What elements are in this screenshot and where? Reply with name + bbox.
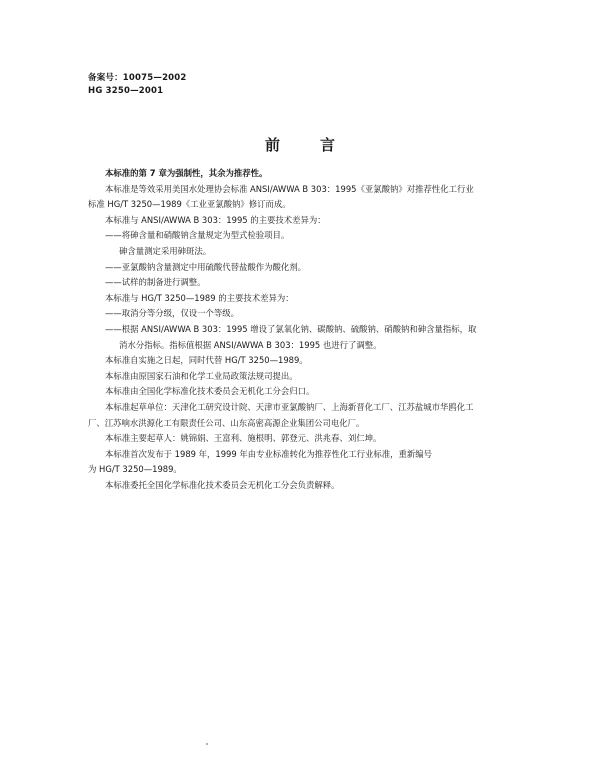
list-item: ——将砷含量和硝酸钠含量规定为型式检验项目。	[105, 230, 290, 241]
paragraph-line: 标准 HG/T 3250—1989《工业亚氯酸钠》修订而成。	[88, 199, 291, 210]
list-item: ——试样的制备进行调整。	[105, 277, 206, 288]
paragraph-line: 本标准起草单位：天津化工研究设计院、天津市亚氯酸钠厂、上海新晋化工厂、江苏盐城市华鸥化工	[105, 401, 474, 412]
paragraph-line: 本标准主要起草人：姚锦娟、王富利、施根明、郭登元、洪兆春、刘仁坤。	[105, 433, 382, 444]
foreword-body	[88, 166, 520, 493]
paragraph-line: 本标准自实施之日起，同时代替 HG/T 3250—1989。	[105, 355, 308, 366]
paragraph-line: 本标准是等效采用美国水处理协会标准 ANSI/AWWA B 303：1995《亚氯酸钠》对推荐性化工行业	[105, 183, 474, 194]
record-number: 备案号：10075—2002	[88, 73, 187, 83]
paragraph-line: 本标准由原国家石油和化学工业局政策法规司提出。	[105, 370, 298, 381]
page-mark	[206, 743, 208, 745]
paragraph-line: 本标准首次发布于 1989 年，1999 年由专业标准转化为推荐性化工行业标准，重新编号	[105, 448, 432, 459]
list-item: ——亚氯酸钠含量测定中用硫酸代替盐酸作为酸化剂。	[105, 261, 306, 272]
list-item-continuation: 消水分指标。指标值根据 ANSI/AWWA B 303：1995 也进行了调整。	[119, 339, 382, 350]
paragraph-line: 本标准委托全国化学标准化技术委员会无机化工分会负责解释。	[105, 479, 340, 490]
paragraph-mandatory-note: 本标准的第 7 章为强制性，其余为推荐性。	[105, 168, 268, 178]
paragraph-line: 厂、江苏响水洪源化工有限责任公司、山东高密高源企业集团公司电化厂。	[88, 417, 365, 428]
list-item-continuation: 砷含量测定采用砷斑法。	[119, 245, 212, 256]
paragraph-line: 为 HG/T 3250—1989。	[88, 464, 182, 475]
paragraph-line: 本标准由全国化学标准化技术委员会无机化工分会归口。	[105, 386, 315, 397]
standard-number: HG 3250—2001	[88, 86, 164, 96]
list-item: ——根据 ANSI/AWWA B 303：1995 增设了氯氧化钠、碳酸钠、硫酸钠、硝酸钠和砷含量指标，取	[105, 323, 477, 334]
paragraph-line: 本标准与 ANSI/AWWA B 303：1995 的主要技术差异为：	[105, 214, 326, 225]
list-item: ——取消分等分级，仅设一个等级。	[105, 308, 239, 319]
paragraph-line: 本标准与 HG/T 3250—1989 的主要技术差异为：	[105, 292, 294, 303]
page-title: 前言	[264, 136, 375, 154]
